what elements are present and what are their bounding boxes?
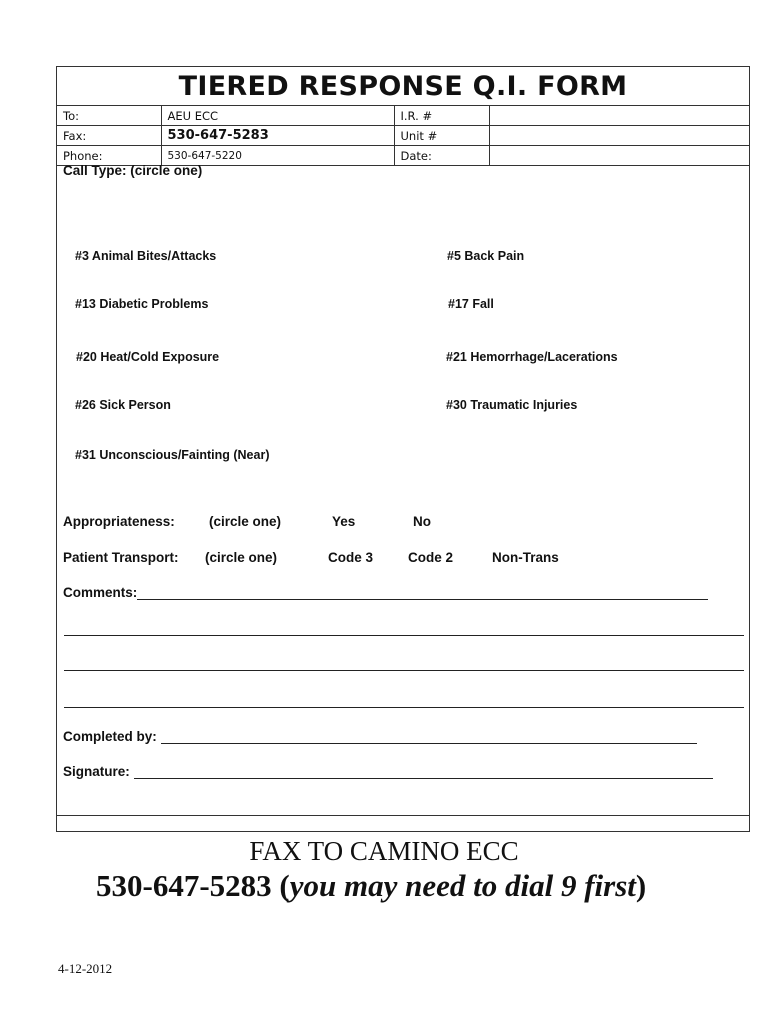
transport-label: Patient Transport: xyxy=(63,550,179,565)
fax-value: 530-647-5283 xyxy=(161,126,394,146)
comments-line[interactable] xyxy=(64,707,744,708)
comments-line[interactable] xyxy=(64,670,744,671)
to-value: AEU ECC xyxy=(161,106,394,126)
fax-to-heading xyxy=(0,836,770,867)
date-label: Date: xyxy=(394,146,489,166)
transport-code3[interactable]: Code 3 xyxy=(328,550,374,565)
comments-label: Comments: xyxy=(63,585,138,600)
appropriateness-yes[interactable]: Yes xyxy=(332,514,356,529)
form-title: TIERED RESPONSE Q.I. FORM xyxy=(178,71,628,102)
to-label: To: xyxy=(57,106,161,126)
transport-nontrans[interactable]: Non-Trans xyxy=(492,550,559,565)
revision-date: 4-12-2012 xyxy=(58,961,113,976)
ir-field[interactable] xyxy=(489,106,749,126)
call-type-option[interactable]: #5 Back Pain xyxy=(447,249,525,263)
fax-to-text: FAX TO CAMINO ECC xyxy=(249,836,519,866)
appropriateness-label: Appropriateness: xyxy=(63,514,175,529)
signature-row xyxy=(63,764,713,779)
call-type-option[interactable]: #13 Diabetic Problems xyxy=(75,297,209,311)
call-type-option[interactable]: #17 Fall xyxy=(448,297,494,311)
date-field[interactable] xyxy=(489,146,749,166)
call-type-option[interactable]: #3 Animal Bites/Attacks xyxy=(75,249,217,263)
unit-label: Unit # xyxy=(394,126,489,146)
phone-label: Phone: xyxy=(57,146,161,166)
call-type-option[interactable]: #26 Sick Person xyxy=(75,398,171,412)
comments-field[interactable] xyxy=(137,585,708,600)
comments-row xyxy=(63,585,708,600)
fax-number: 530-647-5283 xyxy=(96,868,272,903)
transport-hint: (circle one) xyxy=(205,550,278,565)
appropriateness-hint: (circle one) xyxy=(209,514,282,529)
signature-field[interactable] xyxy=(134,764,713,779)
fax-note: you may need to dial 9 first xyxy=(289,868,636,903)
header-table xyxy=(57,105,749,166)
signature-label: Signature: xyxy=(63,764,130,779)
appropriateness-no[interactable]: No xyxy=(413,514,431,529)
call-type-option[interactable]: #30 Traumatic Injuries xyxy=(446,398,578,412)
transport-code2[interactable]: Code 2 xyxy=(408,550,454,565)
call-type-label: Call Type: (circle one) xyxy=(63,163,203,178)
form-bottom-rule xyxy=(57,815,749,816)
call-type-option[interactable]: #20 Heat/Cold Exposure xyxy=(76,350,220,364)
fax-label: Fax: xyxy=(57,126,161,146)
header-row-fax xyxy=(57,126,749,146)
call-type-option[interactable]: #31 Unconscious/Fainting (Near) xyxy=(75,448,270,462)
completed-by-field[interactable] xyxy=(161,729,697,744)
header-row-to xyxy=(57,106,749,126)
fax-number-row: 530-647-5283 (you may need to dial 9 first) xyxy=(96,868,647,903)
phone-value: 530-647-5220 xyxy=(161,146,394,166)
completed-by-label: Completed by: xyxy=(63,729,157,744)
comments-line[interactable] xyxy=(64,635,744,636)
call-type-option[interactable]: #21 Hemorrhage/Lacerations xyxy=(446,350,618,364)
unit-field[interactable] xyxy=(489,126,749,146)
completed-by-row xyxy=(63,729,697,744)
ir-label: I.R. # xyxy=(394,106,489,126)
